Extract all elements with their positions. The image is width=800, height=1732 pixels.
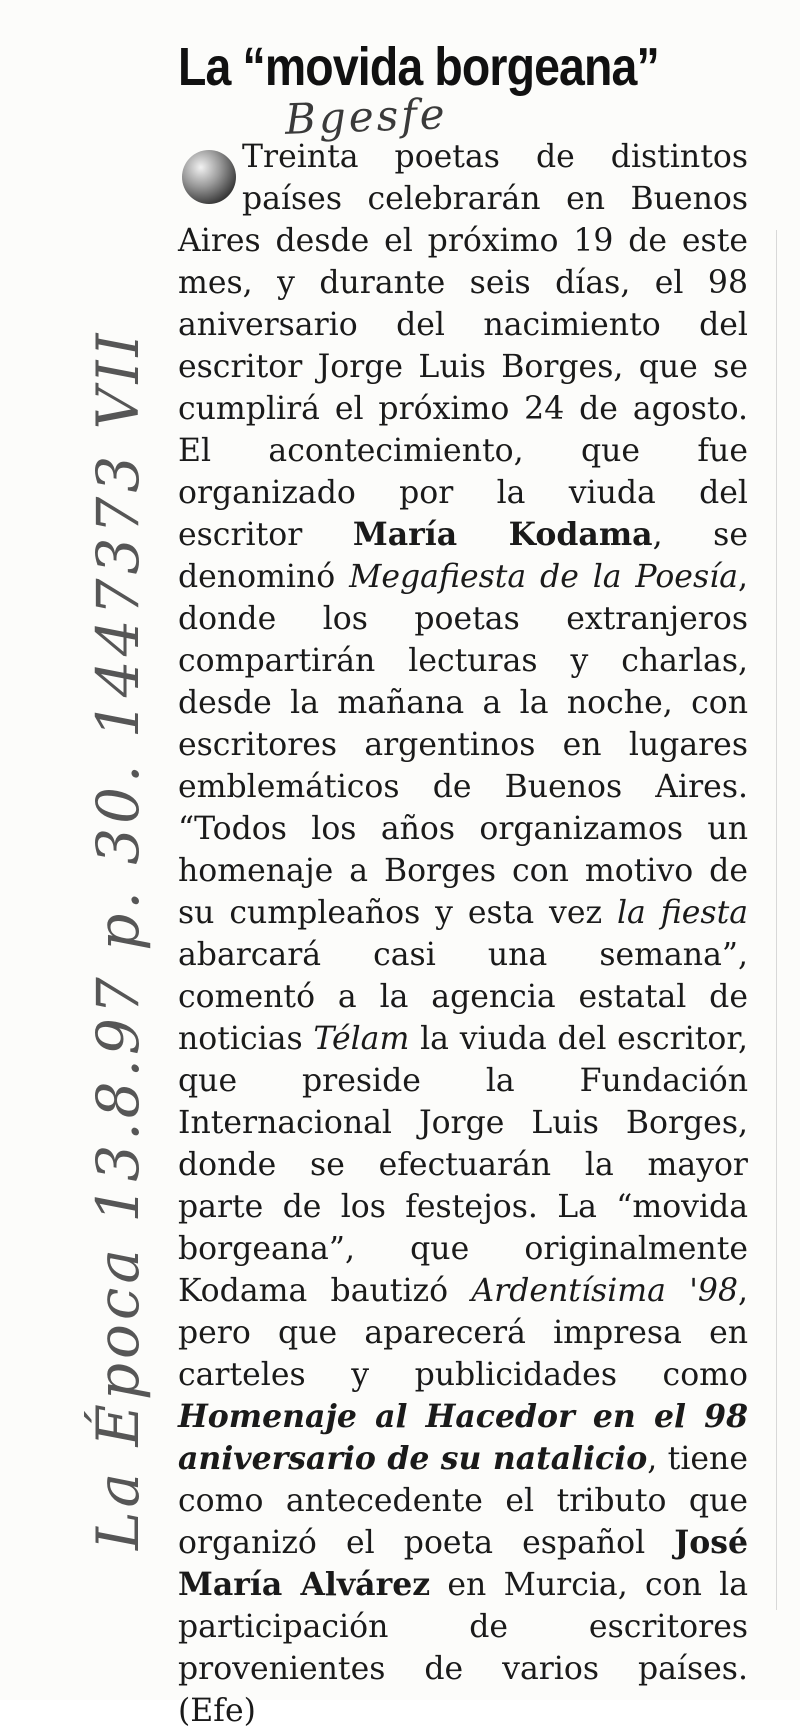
article-body [178,136,748,1732]
column-divider [776,230,777,1610]
article-text-segment: Treinta poetas de distintos países celebrarán en Buenos Aires desde el próximo 19 de este mes, y durante seis días, el 98 aniversario del nacimiento del escritor Jorge Luis Borges, que se cumplirá el próximo 24 de agosto. El acontecimiento, que fue organizado por la viuda del escritor [178,139,748,553]
article-text-segment: abarcará casi una semana”, comentó a la agencia estatal de noticias [178,937,748,1057]
article-text-segment: la viuda del escritor, que preside la Fundación Internacional Jorge Luis Borges, donde se efectuarán la mayor parte de los festejos. La “movida borgeana”, que originalmente Kodama bautizó [178,1021,748,1309]
article-text-segment: en Murcia, con la participación de escritores provenientes de varios países. (Efe) [178,1567,748,1729]
handwritten-annotation-top: Bgesfe [284,89,449,144]
article-title: La “movida borgeana” [178,37,659,97]
handwritten-margin-note: La Época 13.8.97 p. 30. 1447373 VII [84,329,152,1550]
article-text-segment: , se denominó [178,517,748,595]
bullet-spacer [178,136,242,214]
article-text-segment: , pero que aparecerá impresa en carteles y publicidades como [178,1273,749,1393]
article-text-segment: Homenaje al Hacedor en el 98 aniversario de su natalicio [178,1398,748,1477]
article-text-segment: José María Alvárez [178,1524,748,1603]
article-text-segment: Ardentísima '98 [471,1273,738,1309]
article-text-segment: , donde los poetas extranjeros compartirán lecturas y charlas, desde la mañana a la noche, con escritores argentinos en lugares emblemáticos de Buenos Aires. “Todos los años organizamos un homenaje a Borges con motivo de su cumpleaños y esta vez [178,559,748,931]
article-text-segment: , tiene como antecedente el tributo que organizó el poeta español [178,1441,748,1561]
article-text-segment: Télam [313,1021,410,1057]
article-text-segment: Megafiesta de la Poesía [349,559,738,595]
article-text-segment: María Kodama [352,516,653,553]
article-text-segment: la fiesta [616,895,749,931]
